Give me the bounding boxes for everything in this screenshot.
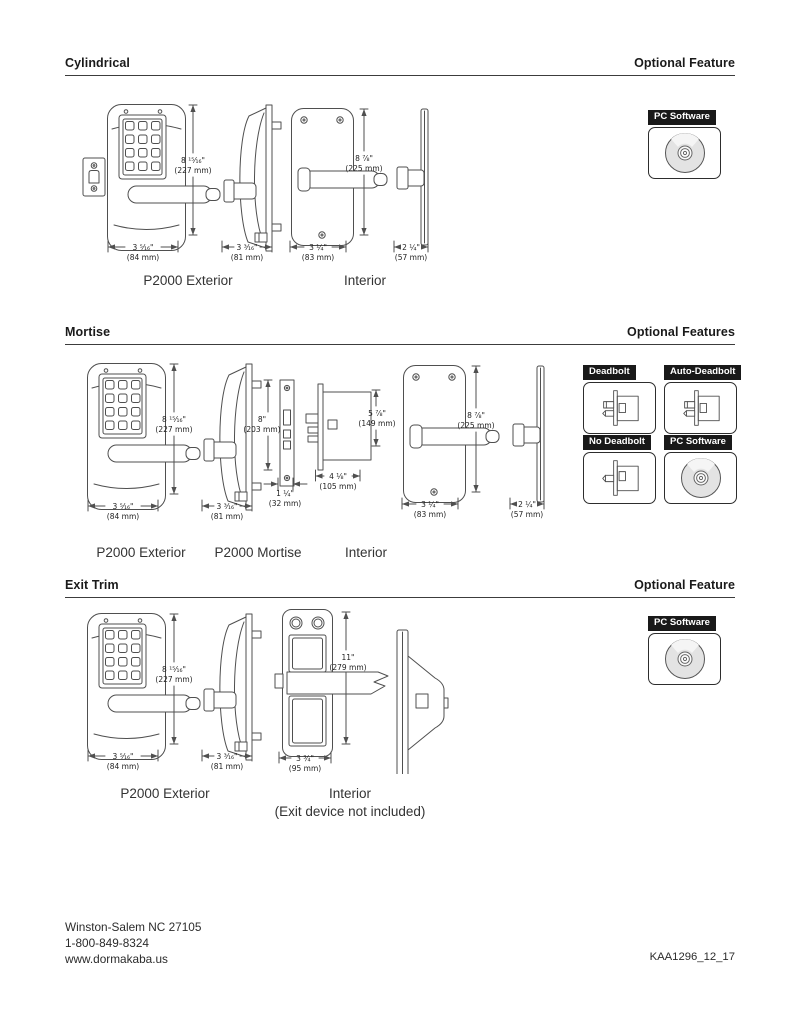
feature-label: PC Software bbox=[648, 110, 716, 125]
exterior-front-figure bbox=[88, 614, 201, 760]
caption-p2000-exterior: P2000 Exterior bbox=[96, 545, 186, 560]
feature-label: PC Software bbox=[664, 435, 732, 450]
feature-box bbox=[664, 452, 737, 504]
optional-feature-title: Optional Feature bbox=[634, 578, 735, 592]
footer-website: www.dormakaba.us bbox=[65, 952, 168, 966]
dim-text: (95 mm) bbox=[288, 764, 322, 773]
feature-no-deadbolt bbox=[583, 431, 659, 504]
exit-device-side-figure bbox=[397, 630, 448, 774]
dim-text: (83 mm) bbox=[413, 510, 447, 519]
caption-p2000-mortise: P2000 Mortise bbox=[214, 545, 302, 560]
optional-feature-title: Optional Feature bbox=[634, 56, 735, 70]
dim-text: 3 ¼" bbox=[309, 243, 327, 252]
section-rule bbox=[65, 597, 735, 598]
feature-pc-software bbox=[648, 106, 724, 179]
feature-label: Auto-Deadbolt bbox=[664, 365, 741, 380]
section-header-exit-trim bbox=[65, 578, 735, 592]
feature-pc-software bbox=[648, 612, 724, 685]
deadbolt-icon bbox=[594, 388, 646, 428]
exterior-side-figure bbox=[204, 614, 261, 760]
dim-text: (83 mm) bbox=[301, 253, 335, 262]
dim-text: (57 mm) bbox=[510, 510, 544, 519]
dim-text: 8 ¹⁵⁄₁₆" bbox=[162, 415, 186, 424]
footer-city: Winston-Salem NC 27105 bbox=[65, 920, 202, 934]
dim-text: 8 ¹⁵⁄₁₆" bbox=[181, 156, 205, 165]
dim-text: 5 ⅞" bbox=[368, 409, 386, 418]
feature-label: Deadbolt bbox=[583, 365, 636, 380]
caption-interior: Interior bbox=[343, 273, 387, 288]
exterior-side-figure bbox=[224, 105, 281, 251]
dim-text: (84 mm) bbox=[106, 512, 140, 521]
dim-text: (84 mm) bbox=[106, 762, 140, 771]
dim-text: (227 mm) bbox=[155, 675, 193, 684]
feature-box bbox=[648, 127, 721, 179]
dim-text: (225 mm) bbox=[457, 421, 495, 430]
dim-text: 11" bbox=[341, 653, 355, 662]
cylindrical-drawings bbox=[62, 95, 442, 267]
dim-text: (84 mm) bbox=[126, 253, 160, 262]
dim-text: (81 mm) bbox=[210, 512, 244, 521]
dim-text: 2 ¼" bbox=[518, 500, 536, 509]
dim-text: (105 mm) bbox=[319, 482, 357, 491]
section-rule bbox=[65, 344, 735, 345]
exit-interior-plate-figure bbox=[275, 610, 388, 757]
dim-text: 4 ⅛" bbox=[329, 472, 347, 481]
exit-trim-drawings bbox=[62, 602, 462, 774]
dim-text: (32 mm) bbox=[268, 499, 302, 508]
deadbolt-icon bbox=[675, 388, 727, 428]
dim-text: 3 ⁵⁄₁₆" bbox=[112, 502, 134, 511]
feature-box bbox=[583, 382, 656, 434]
interior-front-figure bbox=[404, 366, 500, 503]
feature-box bbox=[664, 382, 737, 434]
interior-front-figure bbox=[292, 109, 388, 246]
latch-faceplate-figure bbox=[83, 158, 105, 196]
caption-interior: Interior bbox=[328, 786, 372, 801]
optional-feature-title: Optional Features bbox=[627, 325, 735, 339]
dim-text: 8 ¹⁵⁄₁₆" bbox=[162, 665, 186, 674]
dim-text: 3 ¾" bbox=[296, 754, 314, 763]
dim-text: 3 ¼" bbox=[421, 500, 439, 509]
document-code: KAA1296_12_17 bbox=[649, 951, 735, 963]
caption-p2000-exterior: P2000 Exterior bbox=[120, 786, 210, 801]
dim-text: (225 mm) bbox=[345, 164, 383, 173]
footer-address bbox=[65, 919, 201, 967]
dim-text: 8" bbox=[257, 415, 267, 424]
dim-text: 3 ⁵⁄₁₆" bbox=[112, 752, 134, 761]
feature-label: PC Software bbox=[648, 616, 716, 631]
dim-text: (203 mm) bbox=[243, 425, 281, 434]
footer-phone: 1-800-849-8324 bbox=[65, 936, 149, 950]
dim-text: 3 ³⁄₁₆" bbox=[216, 752, 238, 761]
dim-text: (81 mm) bbox=[210, 762, 244, 771]
caption-p2000-exterior: P2000 Exterior bbox=[143, 273, 233, 288]
dim-text: (57 mm) bbox=[394, 253, 428, 262]
feature-deadbolt bbox=[583, 361, 659, 434]
mortise-faceplate-figure bbox=[280, 380, 294, 486]
interior-side-figure bbox=[397, 109, 428, 245]
dim-text: 8 ⅞" bbox=[467, 411, 485, 420]
dim-text: (227 mm) bbox=[174, 166, 212, 175]
cd-icon bbox=[655, 130, 715, 176]
section-header-mortise bbox=[65, 325, 735, 339]
dim-text: 1 ¼" bbox=[276, 489, 294, 498]
dim-text: (227 mm) bbox=[155, 425, 193, 434]
exterior-front-figure bbox=[108, 105, 221, 251]
section-rule bbox=[65, 75, 735, 76]
section-title: Cylindrical bbox=[65, 56, 131, 70]
feature-auto-deadbolt bbox=[664, 361, 740, 434]
dim-text: 2 ¼" bbox=[402, 243, 420, 252]
latch-icon bbox=[594, 458, 646, 498]
exterior-front-figure bbox=[88, 364, 201, 510]
section-title: Exit Trim bbox=[65, 578, 119, 592]
mortise-drawings bbox=[62, 352, 557, 530]
feature-label: No Deadbolt bbox=[583, 435, 651, 450]
section-title: Mortise bbox=[65, 325, 111, 339]
section-header-cylindrical bbox=[65, 56, 735, 70]
dim-text: (279 mm) bbox=[329, 663, 367, 672]
dim-text: (149 mm) bbox=[358, 419, 396, 428]
interior-side-figure bbox=[513, 366, 544, 502]
cd-icon bbox=[671, 455, 731, 501]
dim-text: 8 ⅞" bbox=[355, 154, 373, 163]
exterior-side-figure bbox=[204, 364, 261, 510]
dim-text: (81 mm) bbox=[230, 253, 264, 262]
case-width-dimension bbox=[316, 470, 361, 491]
dim-text: 3 ⁵⁄₁₆" bbox=[132, 243, 154, 252]
feature-box bbox=[648, 633, 721, 685]
cd-icon bbox=[655, 636, 715, 682]
caption-interior: Interior bbox=[344, 545, 388, 560]
feature-pc-software bbox=[664, 431, 740, 504]
feature-box bbox=[583, 452, 656, 504]
dim-text: 3 ³⁄₁₆" bbox=[216, 502, 238, 511]
dim-text: 3 ³⁄₁₆" bbox=[236, 243, 258, 252]
caption-interior-note: (Exit device not included) bbox=[274, 804, 426, 819]
